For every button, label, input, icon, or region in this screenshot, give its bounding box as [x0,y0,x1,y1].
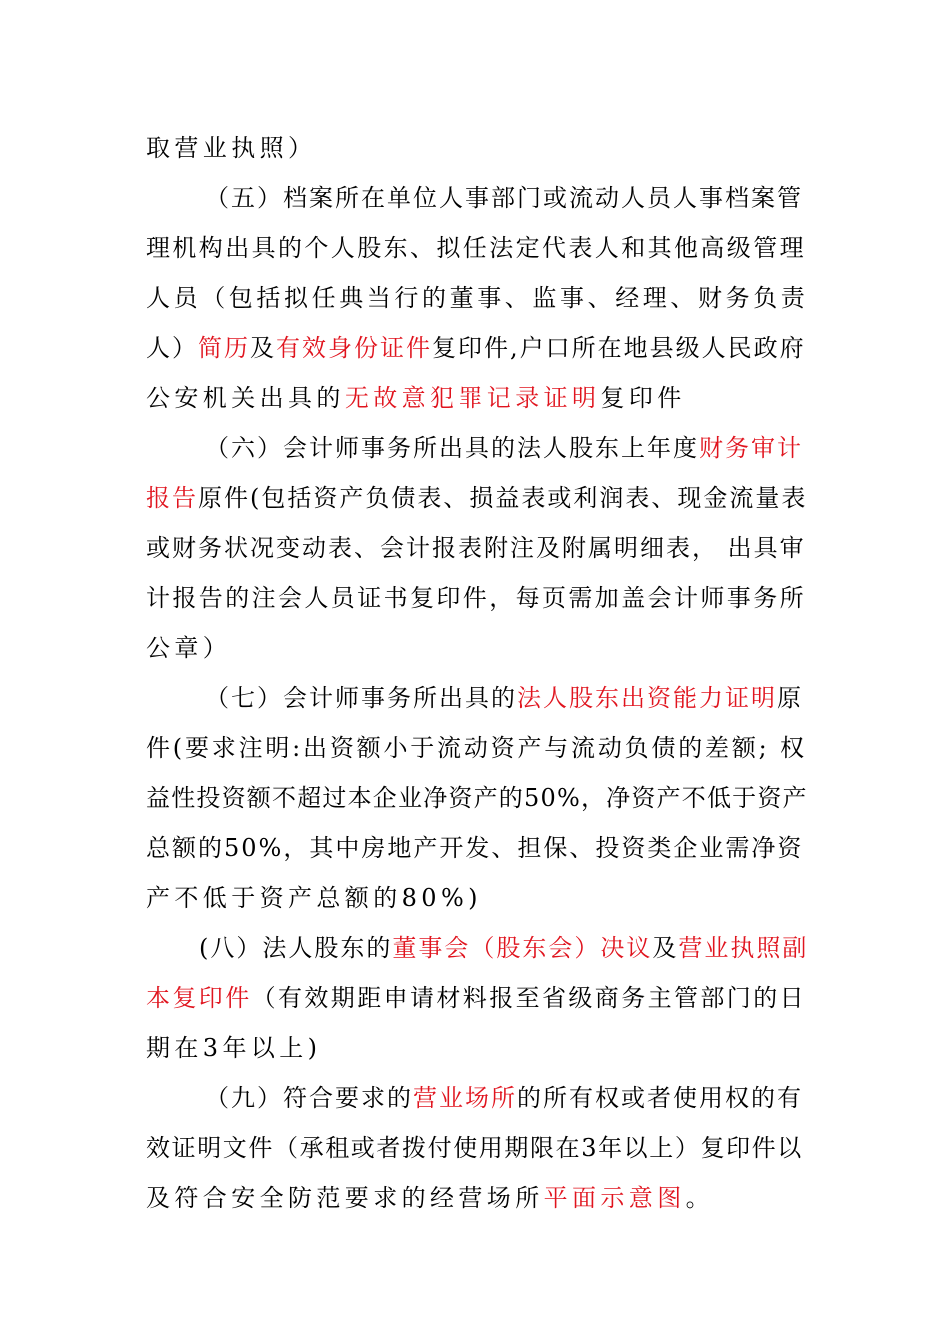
body-text: （六）会计师事务所出具的法人股东上年度 [205,434,699,462]
text-line-10 [146,628,231,668]
text-line-7 [146,478,807,518]
text-line-3 [146,278,808,318]
highlighted-text: 营业执照副 [678,934,809,962]
body-text: 计报告的注会人员证书复印件，每页需加盖会计师事务所 [146,584,806,612]
highlighted-text: 无故意犯罪记录证明 [344,384,601,412]
body-text: 总额的50%，其中房地产开发、担保、投资类企业需净资 [146,834,804,862]
text-line-21 [146,1178,714,1218]
text-line-15 [146,878,482,918]
body-text: 期在3年以上) [146,1034,322,1062]
body-text: （五）档案所在单位人事部门或流动人员人事档案管 [205,184,803,212]
body-text: 理机构出具的个人股东、拟任法定代表人和其他高级管理 [146,234,806,262]
body-text: 及 [652,934,679,962]
body-text: 公章） [146,634,232,662]
text-line-4 [146,328,806,368]
body-text: 效证明文件（承租或者拨付使用期限在3年以上）复印件以 [146,1134,803,1162]
highlighted-text: 财务审计 [699,434,803,462]
body-text: 及 [250,334,276,362]
highlighted-text: 本复印件 [146,984,252,1012]
text-line-5 [146,378,686,418]
text-line-6 [205,428,803,468]
body-text: 复印件 [600,384,686,412]
body-text: （七）会计师事务所出具的 [205,684,517,712]
body-text: 原件(包括资产负债表、损益表或利润表、现金流量表 [198,484,808,512]
text-line-17 [146,978,806,1018]
body-text: 公安机关出具的 [146,384,345,412]
text-line-0 [146,128,316,168]
text-line-14 [146,828,803,868]
text-line-19 [205,1078,803,1118]
body-text: 取营业执照） [146,134,317,162]
body-text: 人员（包括拟任典当行的董事、监事、经理、财务负责 [146,284,809,312]
text-line-12 [146,728,807,768]
body-text: 复印件,户口所在地县级人民政府 [432,334,806,362]
body-text: 及符合安全防范要求的经营场所 [146,1184,544,1212]
body-text: 件(要求注明:出资额小于流动资产与流动负债的差额; 权 [146,734,807,762]
text-line-20 [146,1128,803,1168]
text-line-9 [146,578,806,618]
text-line-8 [146,528,806,568]
body-text: （有效期距申请材料报至省级商务主管部门的日 [251,984,807,1012]
body-text: 或财务状况变动表、会计报表附注及附属明细表， 出具审 [146,534,806,562]
text-line-16 [199,928,808,968]
highlighted-text: 法人股东出资能力证明 [517,684,777,712]
body-text: 益性投资额不超过本企业净资产的50%，净资产不低于资产 [146,784,808,812]
highlighted-text: 董事会（股东会）决议 [392,934,653,962]
body-text: 原 [777,684,803,712]
body-text: (八）法人股东的 [199,934,393,962]
text-line-18 [146,1028,321,1068]
text-line-1 [205,178,803,218]
highlighted-text: 有效身份证件 [276,334,432,362]
body-text: 人） [146,334,198,362]
body-text: （九）符合要求的 [205,1084,413,1112]
body-text: 。 [685,1184,715,1212]
highlighted-text: 营业场所 [413,1084,517,1112]
text-line-11 [205,678,803,718]
highlighted-text: 平面示意图 [543,1184,686,1212]
body-text: 产不低于资产总额的80%) [146,884,482,912]
highlighted-text: 报告 [146,484,198,512]
text-line-13 [146,778,808,818]
body-text: 的所有权或者使用权的有 [517,1084,803,1112]
highlighted-text: 简历 [198,334,250,362]
text-line-2 [146,228,806,268]
